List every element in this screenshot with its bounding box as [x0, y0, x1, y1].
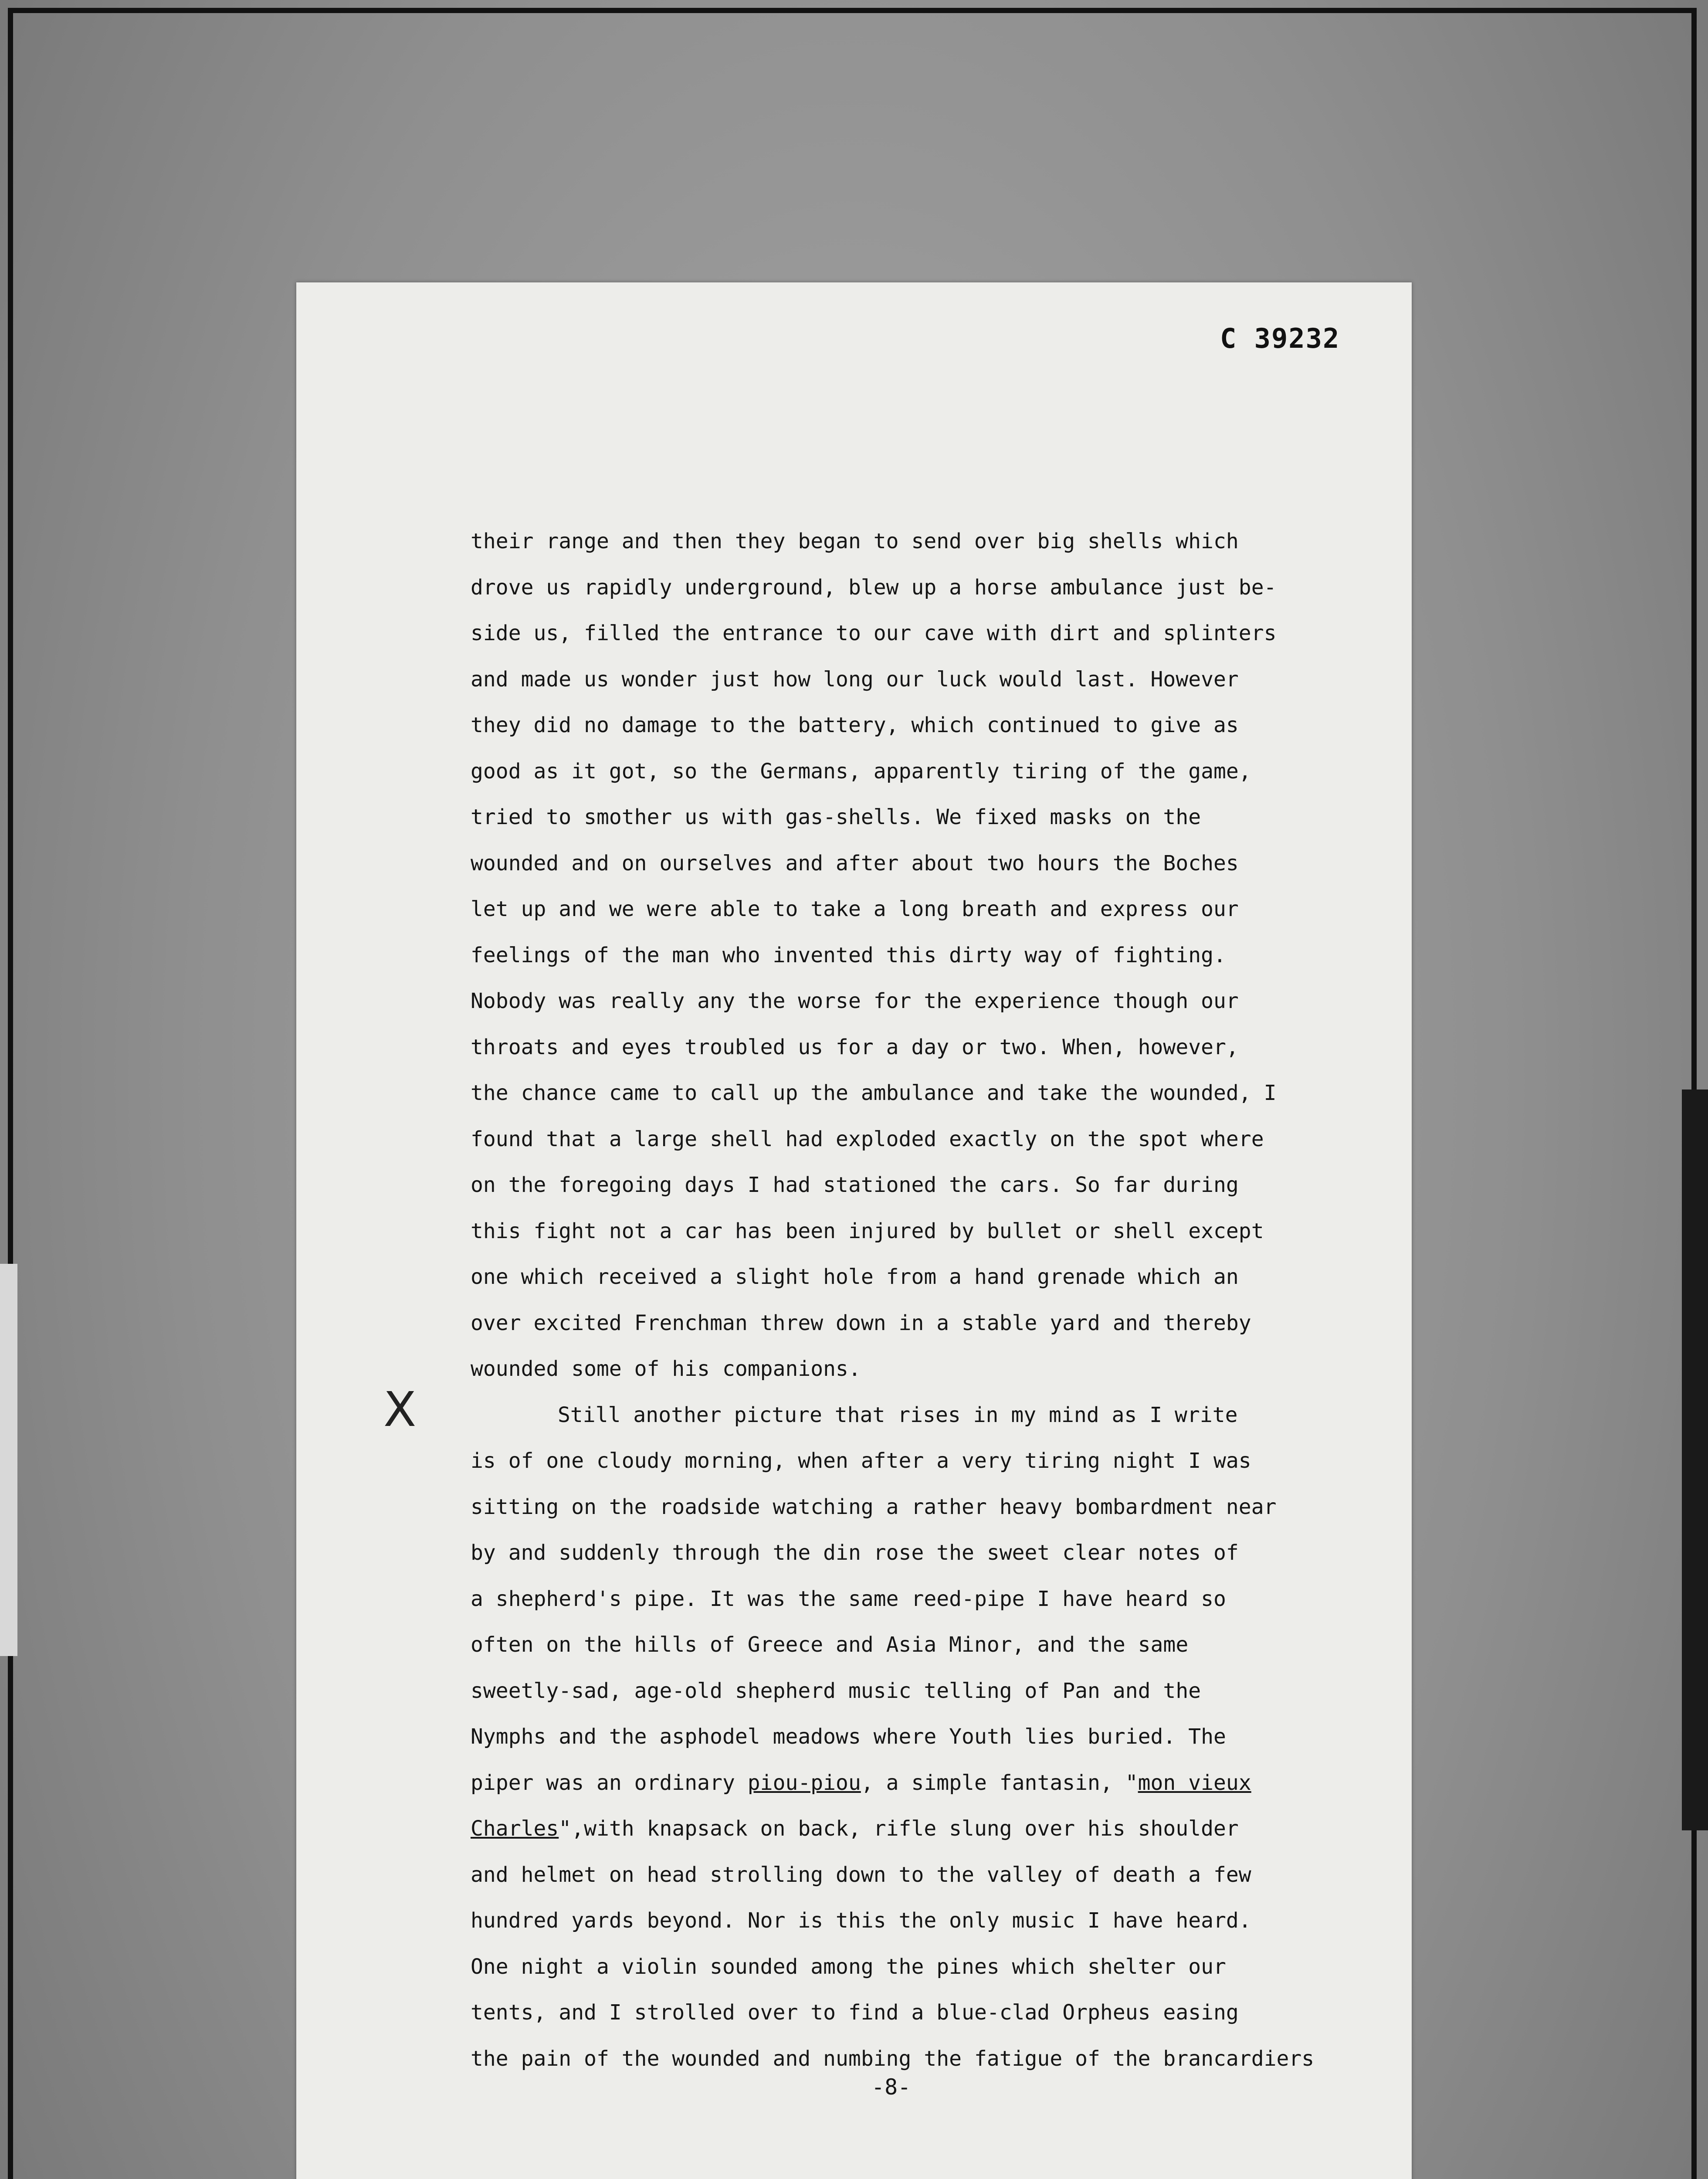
piper-text-before: piper was an ordinary [471, 1770, 748, 1795]
text-line: a shepherd's pipe. It was the same reed-pipe I have heard so [471, 1586, 1226, 1611]
text-line: found that a large shell had exploded exactly on the spot where [471, 1127, 1264, 1151]
underlined-charles: Charles [471, 1816, 559, 1841]
page-number: -8- [871, 2074, 911, 2100]
text-line: wounded and on ourselves and after about two hours the Boches [471, 851, 1239, 876]
text-line: Nobody was really any the worse for the experience though our [471, 989, 1239, 1013]
text-line: their range and then they began to send over big shells which [471, 529, 1239, 553]
underlined-mon-vieux: mon vieux [1138, 1770, 1251, 1795]
text-line: wounded some of his companions. [471, 1357, 861, 1381]
text-line: Still another picture that rises in my mind as I write [558, 1402, 1238, 1427]
text-line: drove us rapidly underground, blew up a horse ambulance just be- [471, 575, 1277, 600]
text-line: and made us wonder just how long our luck would last. However [471, 667, 1239, 692]
text-line: let up and we were able to take a long breath and express our [471, 897, 1239, 921]
text-line: good as it got, so the Germans, apparently tiring of the game, [471, 759, 1251, 784]
text-line: hundred yards beyond. Nor is this the only music I have heard. [471, 1908, 1251, 1933]
text-line: throats and eyes troubled us for a day or two. When, however, [471, 1035, 1239, 1059]
text-line: over excited Frenchman threw down in a stable yard and thereby [471, 1310, 1251, 1335]
text-line: sitting on the roadside watching a rather heavy bombardment near [471, 1494, 1277, 1519]
text-line: sweetly-sad, age-old shepherd music telling of Pan and the [471, 1678, 1201, 1703]
text-line: feelings of the man who invented this dirty way of fighting. [471, 943, 1226, 967]
text-line: on the foregoing days I had stationed the cars. So far during [471, 1173, 1239, 1197]
piper-text-middle: , a simple fantasin, " [861, 1770, 1138, 1795]
left-edge-clip [0, 1264, 17, 1656]
text-line: One night a violin sounded among the pines which shelter our [471, 1954, 1226, 1979]
text-line: and helmet on head strolling down to the valley of death a few [471, 1862, 1251, 1887]
text-line: is of one cloudy morning, when after a very tiring night I was [471, 1449, 1251, 1473]
text-line: they did no damage to the battery, which continued to give as [471, 713, 1239, 737]
text-line: Nymphs and the asphodel meadows where Youth lies buried. The [471, 1724, 1226, 1749]
text-line: the pain of the wounded and numbing the fatigue of the brancardiers [471, 2046, 1315, 2071]
document-number: C 39232 [1220, 322, 1340, 354]
text-line: this fight not a car has been injured by bullet or shell except [471, 1218, 1264, 1243]
text-line: side us, filled the entrance to our cave with dirt and splinters [471, 621, 1277, 645]
document-body-text [471, 519, 1342, 2082]
text-line: tents, and I strolled over to find a blue-clad Orpheus easing [471, 2000, 1239, 2025]
text-line: one which received a slight hole from a hand grenade which an [471, 1265, 1239, 1289]
charles-text-after: ",with knapsack on back, rifle slung over his shoulder [559, 1816, 1239, 1841]
underlined-piou-piou: piou-piou [747, 1770, 861, 1795]
margin-x-mark: X [383, 1381, 417, 1437]
right-edge-clip [1682, 1090, 1708, 1830]
text-line-piper [471, 1760, 1342, 1806]
text-line-charles [471, 1806, 1342, 1852]
text-line: often on the hills of Greece and Asia Minor, and the same [471, 1633, 1189, 1657]
text-line: the chance came to call up the ambulance and take the wounded, I [471, 1081, 1277, 1105]
text-line: tried to smother us with gas-shells. We fixed masks on the [471, 805, 1201, 829]
text-line: by and suddenly through the din rose the sweet clear notes of [471, 1541, 1239, 1565]
